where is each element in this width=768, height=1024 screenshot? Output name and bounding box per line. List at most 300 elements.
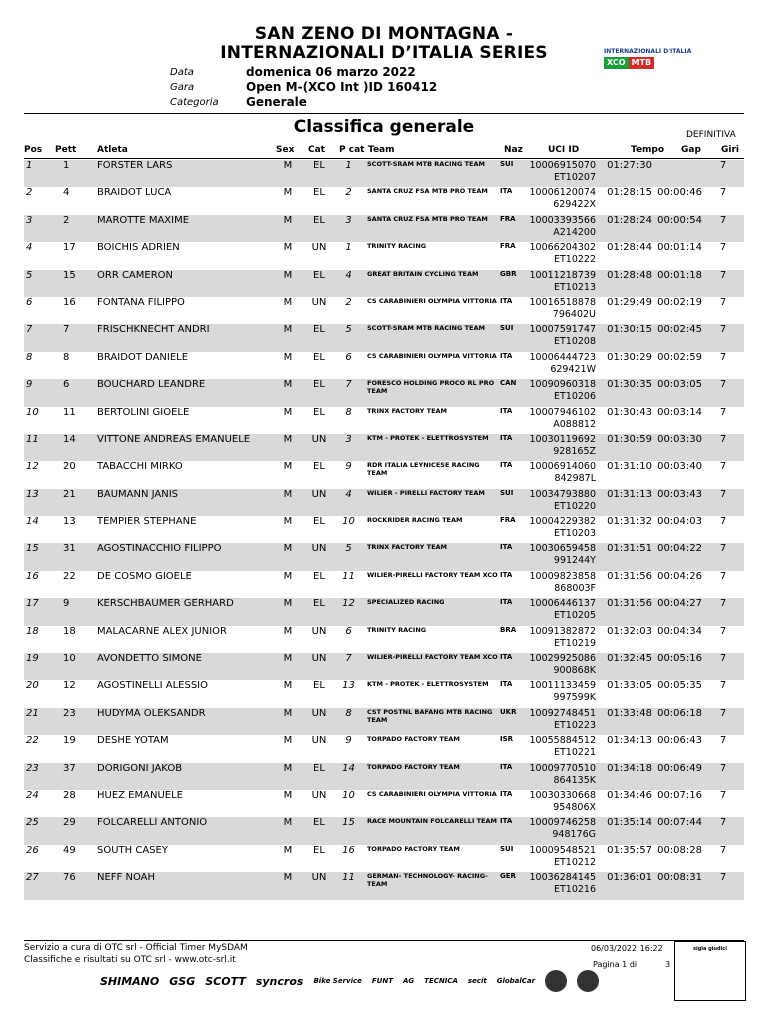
cell-spacer	[359, 790, 367, 817]
cell-pett: 10	[63, 653, 76, 665]
cell-gap: 00:04:03	[657, 516, 702, 528]
cell-sex: M	[283, 433, 293, 445]
cell-tempo: 01:30:35	[607, 379, 652, 391]
cell-team: TRINX FACTORY TEAM	[367, 406, 448, 415]
cell-gap: 00:03:14	[657, 406, 702, 418]
cell-pett: 49	[63, 844, 76, 856]
cell-sex: M	[283, 653, 293, 665]
cell-pos: 11	[26, 433, 39, 445]
cell-giri: 7	[719, 735, 727, 747]
cell-pos: 21	[26, 707, 39, 719]
cell-pett: 29	[63, 817, 76, 829]
footer-line2: Classifiche e risultati su OTC srl - www.otc-srl.it	[24, 955, 236, 965]
cell-cat: EL	[313, 762, 325, 774]
cell-giri: 7	[719, 242, 727, 254]
col-header-team: Team	[368, 145, 395, 155]
cell-team: CS CARABINIERI OLYMPIA VITTORIA	[367, 789, 497, 798]
uci-code: ET10212	[553, 856, 596, 868]
cell-atleta: DORIGONI JAKOB	[97, 762, 183, 774]
cell-uci	[526, 708, 600, 735]
cell-pcat: 8	[345, 406, 352, 418]
cell-team: SCOTT-SRAM MTB RACING TEAM	[367, 160, 485, 168]
cell-sex: M	[283, 379, 293, 391]
cell-pos: 2	[26, 187, 33, 199]
cell-sex: M	[283, 351, 293, 363]
cell-pett: 4	[63, 187, 70, 199]
cell-naz: GER	[500, 872, 516, 881]
cell-naz: ITA	[500, 187, 513, 196]
cell-spacer	[359, 626, 367, 653]
cell-sex: M	[283, 160, 293, 171]
cell-cat: UN	[311, 625, 327, 637]
cell-team: TRINITY RACING	[367, 625, 427, 634]
cell-pcat: 2	[345, 296, 352, 308]
cell-team: TRINITY RACING	[367, 242, 427, 251]
cell-uci	[526, 680, 600, 707]
cell-atleta: BERTOLINI GIOELE	[97, 406, 190, 418]
table-row	[24, 571, 744, 598]
cell-uci	[526, 379, 600, 406]
cell-atleta: BAUMANN JANIS	[97, 488, 179, 500]
cell-gap: 00:04:26	[657, 570, 702, 582]
cell-pos: 27	[26, 872, 39, 884]
sponsor-logo: secit	[467, 977, 487, 985]
cell-naz: ITA	[500, 406, 513, 415]
cell-team: ROCKRIDER RACING TEAM	[367, 516, 463, 525]
cell-gap: 00:00:54	[657, 214, 702, 226]
cell-cat: UN	[311, 872, 327, 884]
cell-spacer	[359, 708, 367, 735]
logo-xco: XCO	[604, 57, 629, 69]
cell-gap: 00:08:28	[657, 844, 702, 856]
cell-tempo: 01:34:18	[607, 762, 652, 774]
cell-team: GERMAN- TECHNOLOGY- RACING-TEAM	[367, 872, 488, 889]
cell-gap: 00:02:45	[657, 324, 702, 336]
uci-id: 10009746258	[529, 817, 596, 829]
cell-pett: 14	[63, 433, 76, 445]
sponsor-badge-2-icon	[577, 970, 599, 992]
uci-code: 954806X	[553, 801, 596, 813]
event-title-line1: SAN ZENO DI MONTAGNA -	[254, 24, 514, 44]
uci-code: ET10222	[553, 254, 596, 266]
table-row	[24, 626, 744, 653]
cell-pos: 5	[26, 269, 33, 281]
cell-pcat: 1	[345, 160, 352, 171]
cell-tempo: 01:30:15	[607, 324, 652, 336]
cell-giri: 7	[719, 762, 727, 774]
cell-pcat: 1	[345, 242, 352, 254]
cell-naz: UKR	[500, 707, 517, 716]
cell-team: KTM - PROTEK - ELETTROSYSTEM	[367, 433, 489, 442]
cell-sex: M	[283, 324, 293, 336]
sponsor-logo: syncros	[255, 974, 304, 988]
cell-spacer	[359, 160, 367, 187]
cell-team: TORPADO FACTORY TEAM	[367, 844, 460, 853]
cell-naz: ITA	[500, 789, 513, 798]
cell-naz: SUI	[500, 324, 514, 333]
cell-gap: 00:02:59	[657, 351, 702, 363]
status-label: DEFINITIVA	[686, 130, 736, 140]
cell-pos: 13	[26, 488, 39, 500]
cell-gap: 00:04:22	[657, 543, 702, 555]
cell-naz: GBR	[500, 269, 517, 278]
data-label: Data	[170, 67, 194, 78]
cell-pett: 1	[63, 160, 70, 171]
cell-cat: UN	[311, 653, 327, 665]
cell-pcat: 11	[342, 570, 355, 582]
cell-tempo: 01:30:59	[607, 433, 652, 445]
cell-tempo: 01:34:13	[607, 735, 652, 747]
cell-tempo: 01:33:48	[607, 707, 652, 719]
cell-cat: UN	[311, 543, 327, 555]
uci-id: 10066204302	[529, 242, 596, 254]
cell-cat: UN	[311, 433, 327, 445]
logo-mtb: MTB	[629, 57, 655, 69]
cell-giri: 7	[719, 516, 727, 528]
cell-cat: EL	[313, 598, 325, 610]
uci-id: 10006914060	[529, 461, 596, 473]
cell-pos: 19	[26, 653, 39, 665]
uci-id: 10007591747	[529, 324, 596, 336]
cell-sex: M	[283, 844, 293, 856]
cell-pos: 9	[26, 379, 33, 391]
cell-atleta: TEMPIER STEPHANE	[97, 516, 197, 528]
cell-uci	[526, 571, 600, 598]
cell-giri: 7	[719, 461, 727, 473]
cell-pcat: 9	[345, 461, 352, 473]
table-row	[24, 680, 744, 707]
table-row	[24, 598, 744, 625]
uci-code: 842987L	[554, 473, 596, 485]
sponsor-strip	[100, 970, 599, 992]
sponsor-logo: SHIMANO	[100, 974, 160, 988]
cell-naz: ITA	[500, 762, 513, 771]
cell-sex: M	[283, 598, 293, 610]
uci-id: 10007946102	[529, 406, 596, 418]
event-title-line2: INTERNAZIONALI D’ITALIA SERIES	[220, 43, 548, 63]
uci-code: ET10213	[553, 281, 596, 293]
cell-tempo: 01:28:44	[607, 242, 652, 254]
cell-tempo: 01:28:48	[607, 269, 652, 281]
cell-gap: 00:05:16	[657, 653, 702, 665]
table-row	[24, 215, 744, 242]
cell-cat: UN	[311, 789, 327, 801]
cell-gap: 00:06:43	[657, 735, 702, 747]
cell-gap: 00:04:34	[657, 625, 702, 637]
cell-gap: 00:00:46	[657, 187, 702, 199]
sponsor-badge-1-icon	[545, 970, 567, 992]
cell-uci	[526, 297, 600, 324]
cell-sex: M	[283, 680, 293, 692]
uci-code: ET10216	[553, 884, 596, 896]
cell-naz: BRA	[500, 625, 517, 634]
uci-code: 991244Y	[553, 555, 596, 567]
cell-spacer	[359, 270, 367, 297]
cell-sex: M	[283, 406, 293, 418]
table-row	[24, 489, 744, 516]
data-value: domenica 06 marzo 2022	[246, 65, 416, 79]
cell-sex: M	[283, 707, 293, 719]
cell-tempo: 01:32:45	[607, 653, 652, 665]
cell-atleta: BRAIDOT LUCA	[97, 187, 172, 199]
cell-pos: 7	[26, 324, 33, 336]
cell-tempo: 01:31:32	[607, 516, 652, 528]
cell-pcat: 2	[345, 187, 352, 199]
col-header-sex: Sex	[276, 145, 295, 155]
cell-giri: 7	[719, 543, 727, 555]
cell-team: FORESCO HOLDING PROCO RL PRO TEAM	[367, 379, 495, 396]
table-header-divider	[24, 158, 744, 159]
uci-id: 10006915070	[529, 160, 596, 171]
cell-cat: EL	[313, 680, 325, 692]
table-row	[24, 817, 744, 844]
cell-tempo: 01:30:29	[607, 351, 652, 363]
cell-pett: 15	[63, 269, 76, 281]
sponsor-logo: Bike Service	[313, 977, 362, 985]
cell-cat: UN	[311, 735, 327, 747]
uci-code: 629422X	[553, 199, 596, 211]
cell-naz: ITA	[500, 598, 513, 607]
cell-uci	[526, 626, 600, 653]
uci-code: 948176G	[552, 829, 596, 841]
table-row	[24, 187, 744, 214]
cell-pos: 16	[26, 570, 39, 582]
cell-gap: 00:03:05	[657, 379, 702, 391]
cell-pett: 18	[63, 625, 76, 637]
cell-team: RACE MOUNTAIN FOLCARELLI TEAM	[367, 817, 497, 826]
cell-pcat: 6	[345, 625, 352, 637]
cell-spacer	[359, 763, 367, 790]
cell-team: SCOTT-SRAM MTB RACING TEAM	[367, 324, 485, 333]
cell-pcat: 3	[345, 214, 352, 226]
cell-pett: 12	[63, 680, 76, 692]
cell-uci	[526, 434, 600, 461]
cell-pos: 6	[26, 296, 33, 308]
cell-cat: EL	[313, 379, 325, 391]
cell-team: SPECIALIZED RACING	[367, 598, 445, 607]
cell-pcat: 4	[345, 269, 352, 281]
cell-team: TORPADO FACTORY TEAM	[367, 762, 460, 771]
cell-tempo: 01:31:10	[607, 461, 652, 473]
gara-value: Open M-(XCO Int )ID 160412	[246, 80, 438, 94]
cell-giri: 7	[719, 160, 727, 171]
cell-naz: ISR	[500, 735, 514, 744]
sponsor-logo: SCOTT	[205, 974, 246, 988]
cell-pcat: 13	[342, 680, 355, 692]
cell-sex: M	[283, 461, 293, 473]
uci-code: ET10206	[553, 391, 596, 403]
categoria-value: Generale	[246, 95, 307, 109]
cell-sex: M	[283, 242, 293, 254]
cell-pos: 4	[26, 242, 33, 254]
cell-pos: 10	[26, 406, 39, 418]
results-table	[24, 160, 744, 900]
uci-id: 10030330668	[529, 789, 596, 801]
cell-spacer	[359, 379, 367, 406]
uci-code: A088812	[553, 418, 596, 430]
cell-sex: M	[283, 625, 293, 637]
uci-id: 10030659458	[529, 543, 596, 555]
uci-id: 10016518878	[529, 296, 596, 308]
cell-pett: 22	[63, 570, 76, 582]
cell-sex: M	[283, 187, 293, 199]
cell-gap: 00:06:49	[657, 762, 702, 774]
cell-pos: 26	[26, 844, 39, 856]
table-row	[24, 708, 744, 735]
cell-pcat: 5	[345, 543, 352, 555]
sponsor-logo: GSG	[169, 974, 196, 988]
cell-naz: ITA	[500, 570, 513, 579]
cell-tempo: 01:34:46	[607, 789, 652, 801]
cell-atleta: DESHE YOTAM	[97, 735, 169, 747]
sponsor-logo: GlobalCar	[496, 977, 536, 985]
cell-spacer	[359, 461, 367, 488]
cell-spacer	[359, 489, 367, 516]
table-row	[24, 735, 744, 762]
uci-code: ET10207	[553, 172, 596, 183]
cell-spacer	[359, 543, 367, 570]
table-row	[24, 270, 744, 297]
cell-pcat: 11	[342, 872, 355, 884]
cell-pett: 8	[63, 351, 70, 363]
cell-giri: 7	[719, 269, 727, 281]
cell-gap: 00:07:16	[657, 789, 702, 801]
cell-uci	[526, 735, 600, 762]
cell-uci	[526, 461, 600, 488]
cell-giri: 7	[719, 187, 727, 199]
cell-team: WILIER - PIRELLI FACTORY TEAM	[367, 488, 485, 497]
cell-cat: UN	[311, 707, 327, 719]
cell-atleta: BRAIDOT DANIELE	[97, 351, 189, 363]
cell-cat: EL	[313, 461, 325, 473]
cell-cat: EL	[313, 817, 325, 829]
cell-uci	[526, 763, 600, 790]
cell-uci	[526, 790, 600, 817]
cell-gap: 00:03:40	[657, 461, 702, 473]
col-header-giri: Giri	[721, 145, 739, 155]
cell-tempo: 01:32:03	[607, 625, 652, 637]
cell-gap: 00:03:30	[657, 433, 702, 445]
table-row	[24, 845, 744, 872]
cell-pos: 22	[26, 735, 39, 747]
cell-tempo: 01:35:14	[607, 817, 652, 829]
cell-atleta: ORR CAMERON	[97, 269, 174, 281]
cell-sex: M	[283, 516, 293, 528]
cell-pcat: 9	[345, 735, 352, 747]
cell-giri: 7	[719, 488, 727, 500]
cell-giri: 7	[719, 707, 727, 719]
cell-sex: M	[283, 214, 293, 226]
cell-spacer	[359, 516, 367, 543]
uci-id: 10011133459	[529, 680, 596, 692]
table-row	[24, 763, 744, 790]
cell-gap	[652, 160, 702, 187]
cell-team: WILIER-PIRELLI FACTORY TEAM XCO	[367, 653, 498, 662]
cell-sex: M	[283, 488, 293, 500]
uci-code: 629421W	[550, 363, 596, 375]
cell-uci	[526, 598, 600, 625]
table-row	[24, 407, 744, 434]
uci-code: ET10221	[553, 747, 596, 759]
cell-pett: 23	[63, 707, 76, 719]
cell-tempo: 01:36:01	[607, 872, 652, 884]
cell-cat: UN	[311, 488, 327, 500]
uci-code: ET10205	[553, 610, 596, 622]
cell-atleta: VITTONE ANDREAS EMANUELE	[97, 433, 251, 445]
uci-id: 10009823858	[529, 570, 596, 582]
cell-spacer	[359, 872, 367, 899]
cell-pos: 20	[26, 680, 39, 692]
cell-pett: 11	[63, 406, 76, 418]
cell-pos: 15	[26, 543, 39, 555]
cell-cat: EL	[313, 269, 325, 281]
cell-naz: ITA	[500, 461, 513, 470]
cell-cat: EL	[313, 516, 325, 528]
cell-pcat: 12	[342, 598, 355, 610]
uci-id: 10009548521	[529, 844, 596, 856]
cell-pos: 24	[26, 789, 39, 801]
cell-pcat: 3	[345, 433, 352, 445]
cell-spacer	[359, 215, 367, 242]
cell-atleta: MAROTTE MAXIME	[97, 214, 190, 226]
cell-gap: 00:05:35	[657, 680, 702, 692]
cell-giri: 7	[719, 625, 727, 637]
cell-cat: EL	[313, 351, 325, 363]
cell-spacer	[359, 598, 367, 625]
cell-cat: UN	[311, 296, 327, 308]
cell-cat: EL	[313, 160, 325, 171]
cell-giri: 7	[719, 598, 727, 610]
table-row	[24, 379, 744, 406]
cell-uci	[526, 489, 600, 516]
cell-uci	[526, 653, 600, 680]
cell-team: CS CARABINIERI OLYMPIA VITTORIA	[367, 296, 497, 305]
cell-uci	[526, 270, 600, 297]
cell-spacer	[359, 187, 367, 214]
cell-pcat: 10	[342, 789, 355, 801]
cell-sex: M	[283, 296, 293, 308]
table-row	[24, 461, 744, 488]
cell-atleta: SOUTH CASEY	[97, 844, 168, 856]
cell-naz: ITA	[500, 817, 513, 826]
cell-pett: 31	[63, 543, 76, 555]
cell-spacer	[359, 680, 367, 707]
cell-pett: 21	[63, 488, 76, 500]
sponsor-logo: AG	[403, 977, 415, 985]
col-header-uci: UCI ID	[548, 145, 580, 155]
cell-spacer	[359, 571, 367, 598]
cell-giri: 7	[719, 433, 727, 445]
cell-pcat: 4	[345, 488, 352, 500]
cell-tempo: 01:29:49	[607, 296, 652, 308]
cell-naz: ITA	[500, 433, 513, 442]
cell-pett: 20	[63, 461, 76, 473]
cell-pcat: 14	[342, 762, 355, 774]
cell-pos: 18	[26, 625, 39, 637]
table-row	[24, 790, 744, 817]
cell-team: WILIER-PIRELLI FACTORY TEAM XCO	[367, 570, 498, 579]
cell-pcat: 7	[345, 653, 352, 665]
cell-spacer	[359, 352, 367, 379]
cell-tempo: 01:28:15	[607, 187, 652, 199]
cell-sex: M	[283, 872, 293, 884]
cell-pett: 6	[63, 379, 70, 391]
print-datetime: 06/03/2022 16:22	[591, 944, 663, 953]
table-row	[24, 434, 744, 461]
cell-gap: 00:04:27	[657, 598, 702, 610]
cell-atleta: HUEZ EMANUELE	[97, 789, 183, 801]
uci-id: 10029925086	[529, 653, 596, 665]
